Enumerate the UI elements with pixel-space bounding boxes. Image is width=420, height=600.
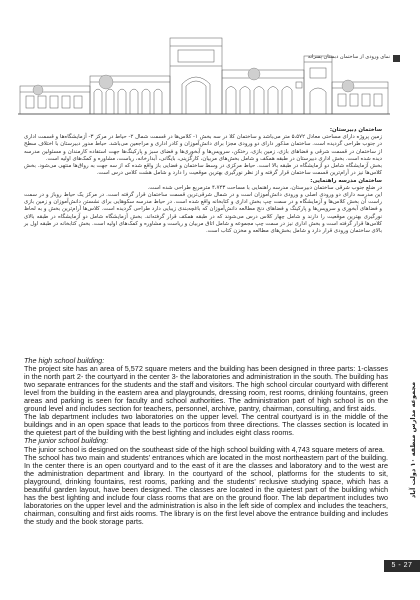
school-elevation-drawing [18, 26, 390, 122]
running-title [408, 360, 418, 520]
page-number-badge [384, 560, 420, 572]
english-paragraph-junior-school-detail: The school has two main and students' entrances which are located in the most northeastern part of the building. In the center there is an open courtyard and to the east of it are the classes and laboratory and to the west are the administration department and library. In the courtyard of the school, platforms for the students to sit, playground, drinking fountains, rest rooms, parking and the students' reclusive studying space, which has a beautiful garden layout, have been designed. The classes are located in the quietest part of the building which has the best lighting and include four class rooms that are on the ground floor. The lab department includes two laboratories on the upper level and the administration is also in the left side of complex and includes the teachers, chairman, consulting and first aids rooms. The library is on the first level above the entrance building and includes the study and the book storage parts. [24, 452, 388, 526]
persian-heading-junior-school: ساختمان مدرسه راهنمایی: [310, 177, 382, 184]
english-heading-junior-school: The junior school building: [24, 436, 109, 446]
figure-caption [250, 54, 400, 64]
english-paragraph-junior-school: The junior school is designed on the southeast side of the high school building with 4,743 square meters of area. [24, 444, 385, 454]
figure-caption-text: نمای ورودی از ساختمان دبستان پسرانه [307, 54, 390, 60]
english-text-block [24, 357, 388, 526]
persian-paragraph-high-school-labs: بخش آزمایشگاه شامل دو آزمایشگاه در طبقه بالا است. حیاط مرکزی در وسط ساختمان و فضایی باز واقع شده که از سه جهت به رواق‌ها منتهی می‌شود. بخش کلاس‌ها نیز در آرام‌ترین قسمت ساختمان قرار گرفته و از نظر نورگیری بهترین موقعیت را دارد و شامل هشت کلاس درس است. [24, 163, 382, 177]
caption-marker [393, 55, 400, 62]
english-paragraph-high-school-labs: The lab department includes two laboratories on the upper level. The central courtyard is in the middle of the buildings and in an open space that leads to the porticos from three directions. The classes section is located in the quietest part of the building with the best lighting and includes eight class rooms. [24, 412, 388, 438]
running-title-text: مجموعه مدارس منطقه ۱۰ دولت آباد [409, 381, 417, 499]
persian-paragraph-junior-school: در ضلع جنوب شرقی ساختمان دبیرستان، مدرسه راهنمایی با مساحت ۴،۷۴۳ مترمربع طراحی شده است. [147, 184, 382, 191]
persian-text-block [24, 127, 382, 235]
english-paragraph-high-school: The project site has an area of 5,572 square meters and the building has been designed in three parts: 1-classes in the north part 2- the courtyard in the center 3- the laboratories and administration in the south. The building has two separate entrances for the students and the staff and visitors. The high school circular courtyard with different level from the building in the eastern area and playgrounds, dressing room, rest rooms, drinking fountains, green areas and parking is seen for faculty and school authorities. The administration part of high school is on the ground level and includes section for teachers, personnel, archive, pantry, chairman, consulting, and first aids. [24, 364, 388, 414]
persian-heading-high-school: ساختمان دبیرستان: [329, 127, 382, 133]
page-number: 5 - 27 [391, 562, 413, 569]
persian-paragraph-junior-school-detail: این مدرسه دارای دو ورودی اصلی و ورودی دانش‌آموزان است و در شمال شرقی‌ترین قسمت ساختمان قرار گرفته است. در مرکز یک حیاط روباز و در سمت راست آن بخش کلاس‌ها و آزمایشگاه و در سمت چپ بخش اداری و کتابخانه واقع شده است. در حیاط مدرسه سکوهایی برای نشستن دانش‌آموزان و زمین بازی و فضاهای آبخوری و سرویس‌ها و پارکینگ و فضاهای دنج مطالعه دانش‌آموزان که باغچه‌بندی زیبایی دارد طراحی گردیده است. کلاس‌ها آرام‌ترین بخش و به لحاظ نورگیری بهترین موقعیت را دارند و شامل چهار کلاس درس می‌شوند که در طبقه همکف قرار گرفته‌اند. بخش آزمایشگاه شامل دو آزمایشگاه در طبقه بالای کلاس‌ها قرار گرفته است و بخش اداری نیز در سمت چپ مجموعه و شامل اتاق مربیان و ریاست و مشاوره و کمک‌های اولیه است. بخش کتابخانه در طبقه اول بر بالای ساختمان ورودی قرار دارد و شامل بخش‌های مطالعه و مخزن کتاب است. [24, 192, 382, 234]
persian-paragraph-high-school: زمین پروژه دارای مساحتی معادل ۵،۵۷۲ متر می‌باشد و ساختمان کلا در سه بخش ۱- کلاس‌ها در قسمت شمال ۲- حیاط در مرکز ۳- آزمایشگاه‌ها و قسمت اداری در جنوب طراحی گردیده است. ساختمان مذکور دارای دو ورودی مجزا برای دانش‌آموزان و کادر اداری و مراجعین می‌باشد. حیاط مدور دبیرستان با اختلاف سطح از ساختمان در قسمت شرقی و فضاهای بازی، زمین بازی، رختکن، سرویس‌ها و آبخوری‌ها و فضای سبز و پارکینگ‌ها جهت استفاده کارمندان و مسئولین مدرسه دیده شده است. بخش اداری دبیرستان در طبقه همکف و شامل بخش‌های مربیان، کارگزینی، بایگانی، آبدارخانه، ریاست، مشاوره و کمک‌های اولیه است. [24, 134, 382, 162]
english-heading-high-school: The high school building: [24, 356, 105, 365]
